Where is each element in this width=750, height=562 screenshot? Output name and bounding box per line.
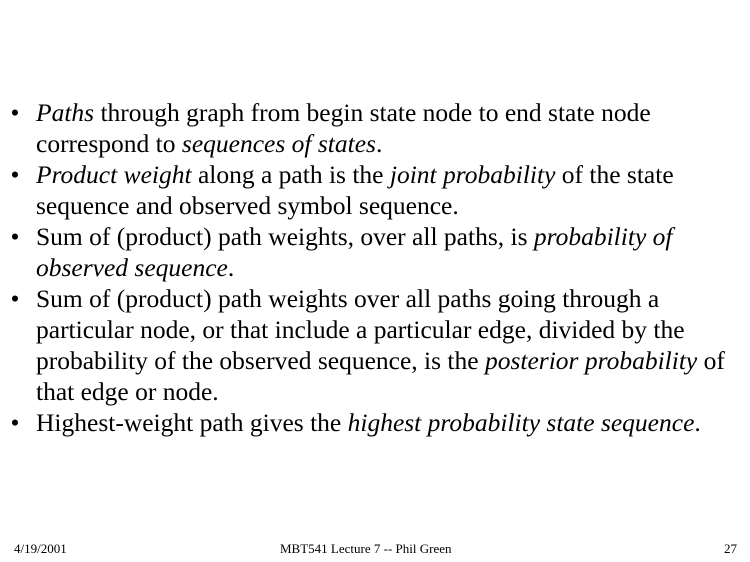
bullet-text: Sum of (product) path weights, over all paths, is — [36, 222, 534, 251]
page-number: 27 — [724, 541, 737, 556]
bullet-marker: • — [10, 98, 20, 127]
bullet-marker: • — [10, 222, 20, 251]
bullet-list — [0, 97, 750, 438]
bullet-marker: • — [10, 284, 20, 313]
footer-title: MBT541 Lecture 7 -- Phil Green — [280, 541, 452, 556]
emphasized-text: highest probability state sequence — [347, 408, 695, 437]
bullet-item — [0, 283, 750, 407]
bullet-item — [0, 221, 750, 283]
emphasized-text: posterior probability — [484, 346, 698, 375]
bullet-item — [0, 159, 750, 221]
bullet-text: along a path is the — [191, 160, 390, 189]
bullet-text: . — [375, 129, 383, 158]
footer-date: 4/19/2001 — [14, 541, 67, 556]
emphasized-text: Paths — [36, 98, 95, 127]
bullet-text: through graph from begin state node to end state node correspond to — [36, 98, 651, 158]
bullet-text: . — [227, 253, 235, 282]
emphasized-text: joint probability — [389, 160, 556, 189]
bullet-text: . — [694, 408, 701, 437]
emphasized-text: sequences of states — [181, 129, 376, 158]
bullet-marker: • — [10, 408, 20, 437]
bullet-marker: • — [10, 160, 20, 189]
bullet-text: of the state sequence and observed symbol sequence. — [36, 160, 674, 220]
emphasized-text: probability of observed sequence — [36, 222, 673, 282]
bullet-text: Highest-weight path gives the — [36, 408, 348, 437]
bullet-text: of that edge or node. — [36, 346, 725, 406]
bullet-item — [0, 97, 750, 159]
bullet-text: Sum of (product) path weights over all paths going through a particular node, or that include a particular edge, divided by the probability of the observed sequence, is the — [36, 284, 685, 375]
emphasized-text: Product weight — [36, 160, 192, 189]
bullet-item — [0, 407, 750, 438]
